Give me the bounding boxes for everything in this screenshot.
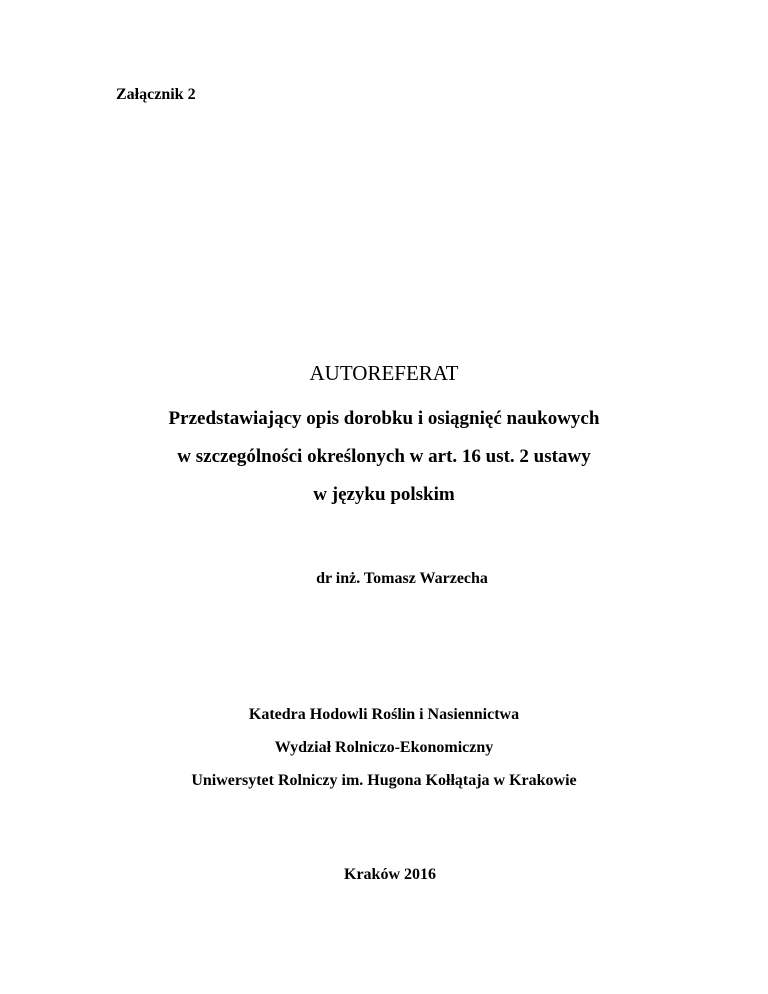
subtitle-line: w szczególności określonych w art. 16 ust. 2 ustawy (177, 446, 591, 467)
place-year: Kraków 2016 (344, 866, 436, 883)
affiliation-line: Wydział Rolniczo-Ekonomiczny (274, 739, 494, 756)
document-title: AUTOREFERAT (309, 361, 459, 385)
annex-label: Załącznik 2 (116, 86, 196, 103)
document-subtitle (0, 400, 768, 514)
affiliation (0, 698, 768, 797)
subtitle-line: Przedstawiający opis dorobku i osiągnięć naukowych (168, 408, 600, 429)
affiliation-line: Katedra Hodowli Roślin i Nasiennictwa (248, 706, 520, 723)
subtitle-line: w języku polskim (313, 484, 455, 505)
author-name: dr inż. Tomasz Warzecha (316, 570, 488, 587)
affiliation-line: Uniwersytet Rolniczy im. Hugona Kołłątaja w Krakowie (191, 772, 577, 789)
